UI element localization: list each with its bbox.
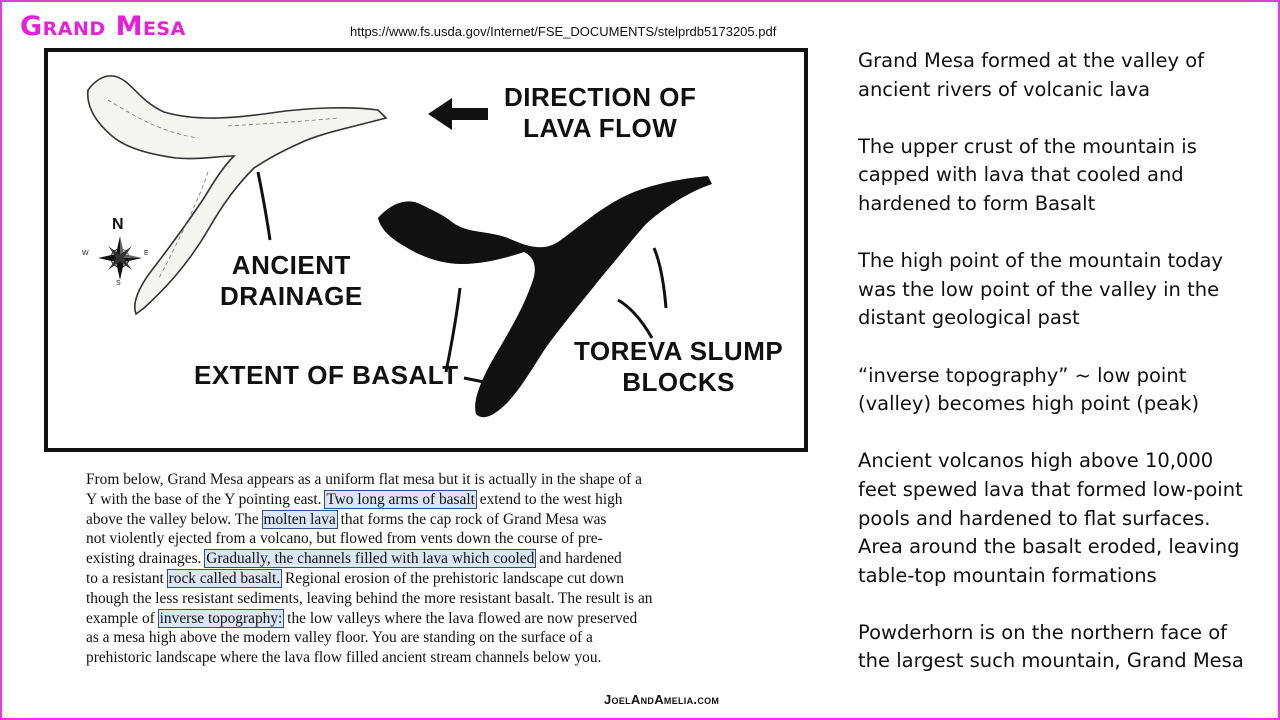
highlighted-phrase: rock called basalt. bbox=[168, 569, 281, 587]
note-paragraph bbox=[858, 47, 1268, 104]
compass-north-label: N bbox=[112, 216, 124, 233]
excerpt-line bbox=[86, 470, 776, 490]
source-url[interactable]: https://www.fs.usda.gov/Internet/FSE_DOCUMENTS/stelprdb5173205.pdf bbox=[350, 24, 777, 39]
note-line: The high point of the mountain today bbox=[858, 249, 1223, 273]
note-line: “inverse topography” ~ low point bbox=[858, 363, 1187, 387]
compass-south-label: S bbox=[116, 280, 121, 287]
note-line: (valley) becomes high point (peak) bbox=[858, 392, 1200, 416]
highlighted-phrase: Gradually, the channels filled with lava which cooled bbox=[206, 550, 535, 568]
note-paragraph bbox=[858, 447, 1268, 590]
excerpt-text: the low valleys where the lava flowed are now preserved bbox=[283, 609, 638, 627]
note-line: distant geological past bbox=[858, 306, 1080, 330]
excerpt-line bbox=[86, 609, 776, 629]
flow-direction-arrow bbox=[428, 98, 488, 130]
note-line: Grand Mesa formed at the valley of bbox=[858, 49, 1205, 72]
note-line: pools and hardened to flat surfaces. bbox=[858, 506, 1211, 530]
excerpt-text: above the valley below. The bbox=[86, 510, 263, 528]
note-line: hardened to form Basalt bbox=[858, 191, 1096, 215]
note-paragraph bbox=[858, 133, 1268, 219]
excerpt-text: though the less resistant sediments, leaving behind the more resistant basalt. The result is an bbox=[86, 589, 653, 607]
note-line: The upper crust of the mountain is bbox=[858, 134, 1197, 158]
excerpt-text: Regional erosion of the prehistoric landscape cut down bbox=[281, 569, 624, 587]
excerpt-text: example of bbox=[86, 609, 159, 627]
excerpt-line bbox=[86, 510, 776, 530]
note-paragraph bbox=[858, 362, 1268, 419]
note-line: capped with lava that cooled and bbox=[858, 163, 1184, 187]
excerpt-line bbox=[86, 569, 776, 589]
lava-flow-diagram bbox=[44, 48, 808, 452]
highlighted-phrase: molten lava bbox=[263, 510, 336, 528]
excerpt-line bbox=[86, 549, 776, 569]
highlighted-phrase: Two long arms of basalt bbox=[326, 490, 475, 508]
document-excerpt bbox=[86, 470, 776, 668]
excerpt-line bbox=[86, 589, 776, 609]
site-brand: JoelAndAmelia.com bbox=[604, 692, 720, 707]
excerpt-line bbox=[86, 490, 776, 510]
note-paragraph bbox=[858, 619, 1268, 676]
compass-west-label: W bbox=[82, 250, 89, 257]
excerpt-text: prehistoric landscape where the lava flow filled ancient stream channels below you. bbox=[86, 649, 602, 667]
note-line: ancient rivers of volcanic lava bbox=[858, 77, 1151, 101]
note-line: the largest such mountain, Grand Mesa bbox=[858, 649, 1244, 673]
note-line: Powderhorn is on the northern face of bbox=[858, 620, 1228, 644]
excerpt-text: to a resistant bbox=[86, 569, 168, 587]
excerpt-text: existing drainages. bbox=[86, 550, 206, 568]
slide-title: Grand Mesa bbox=[20, 11, 186, 42]
label-toreva-slump-blocks: TOREVA SLUMP BLOCKS bbox=[574, 336, 784, 397]
label-ancient-drainage: ANCIENT DRAINAGE bbox=[220, 250, 363, 311]
excerpt-line bbox=[86, 648, 776, 668]
excerpt-line bbox=[86, 529, 776, 549]
compass-rose-icon bbox=[98, 236, 142, 280]
excerpt-line bbox=[86, 628, 776, 648]
excerpt-text: and hardened bbox=[535, 550, 622, 568]
note-line: was the low point of the valley in the bbox=[858, 277, 1220, 301]
highlighted-phrase: inverse topography: bbox=[159, 609, 283, 627]
note-line: table-top mountain formations bbox=[858, 563, 1157, 587]
compass-east-label: E bbox=[144, 250, 149, 257]
note-line: Area around the basalt eroded, leaving bbox=[858, 535, 1240, 559]
label-extent-of-basalt: EXTENT OF BASALT bbox=[194, 360, 459, 390]
excerpt-text: From below, Grand Mesa appears as a uniform flat mesa but it is actually in the shape of a bbox=[86, 471, 642, 488]
excerpt-text: extend to the west high bbox=[475, 490, 623, 508]
note-line: Ancient volcanos high above 10,000 bbox=[858, 449, 1214, 473]
excerpt-text: Y with the base of the Y pointing east. bbox=[86, 490, 326, 508]
label-direction-of-lava-flow: DIRECTION OF LAVA FLOW bbox=[504, 82, 697, 143]
note-paragraph bbox=[858, 247, 1268, 333]
note-line: feet spewed lava that formed low-point bbox=[858, 477, 1243, 501]
excerpt-text: that forms the cap rock of Grand Mesa was bbox=[336, 510, 607, 528]
excerpt-text: not violently ejected from a volcano, but flowed from vents down the course of pre- bbox=[86, 530, 603, 548]
excerpt-text: as a mesa high above the modern valley floor. You are standing on the surface of a bbox=[86, 629, 593, 647]
notes-panel bbox=[858, 47, 1268, 705]
